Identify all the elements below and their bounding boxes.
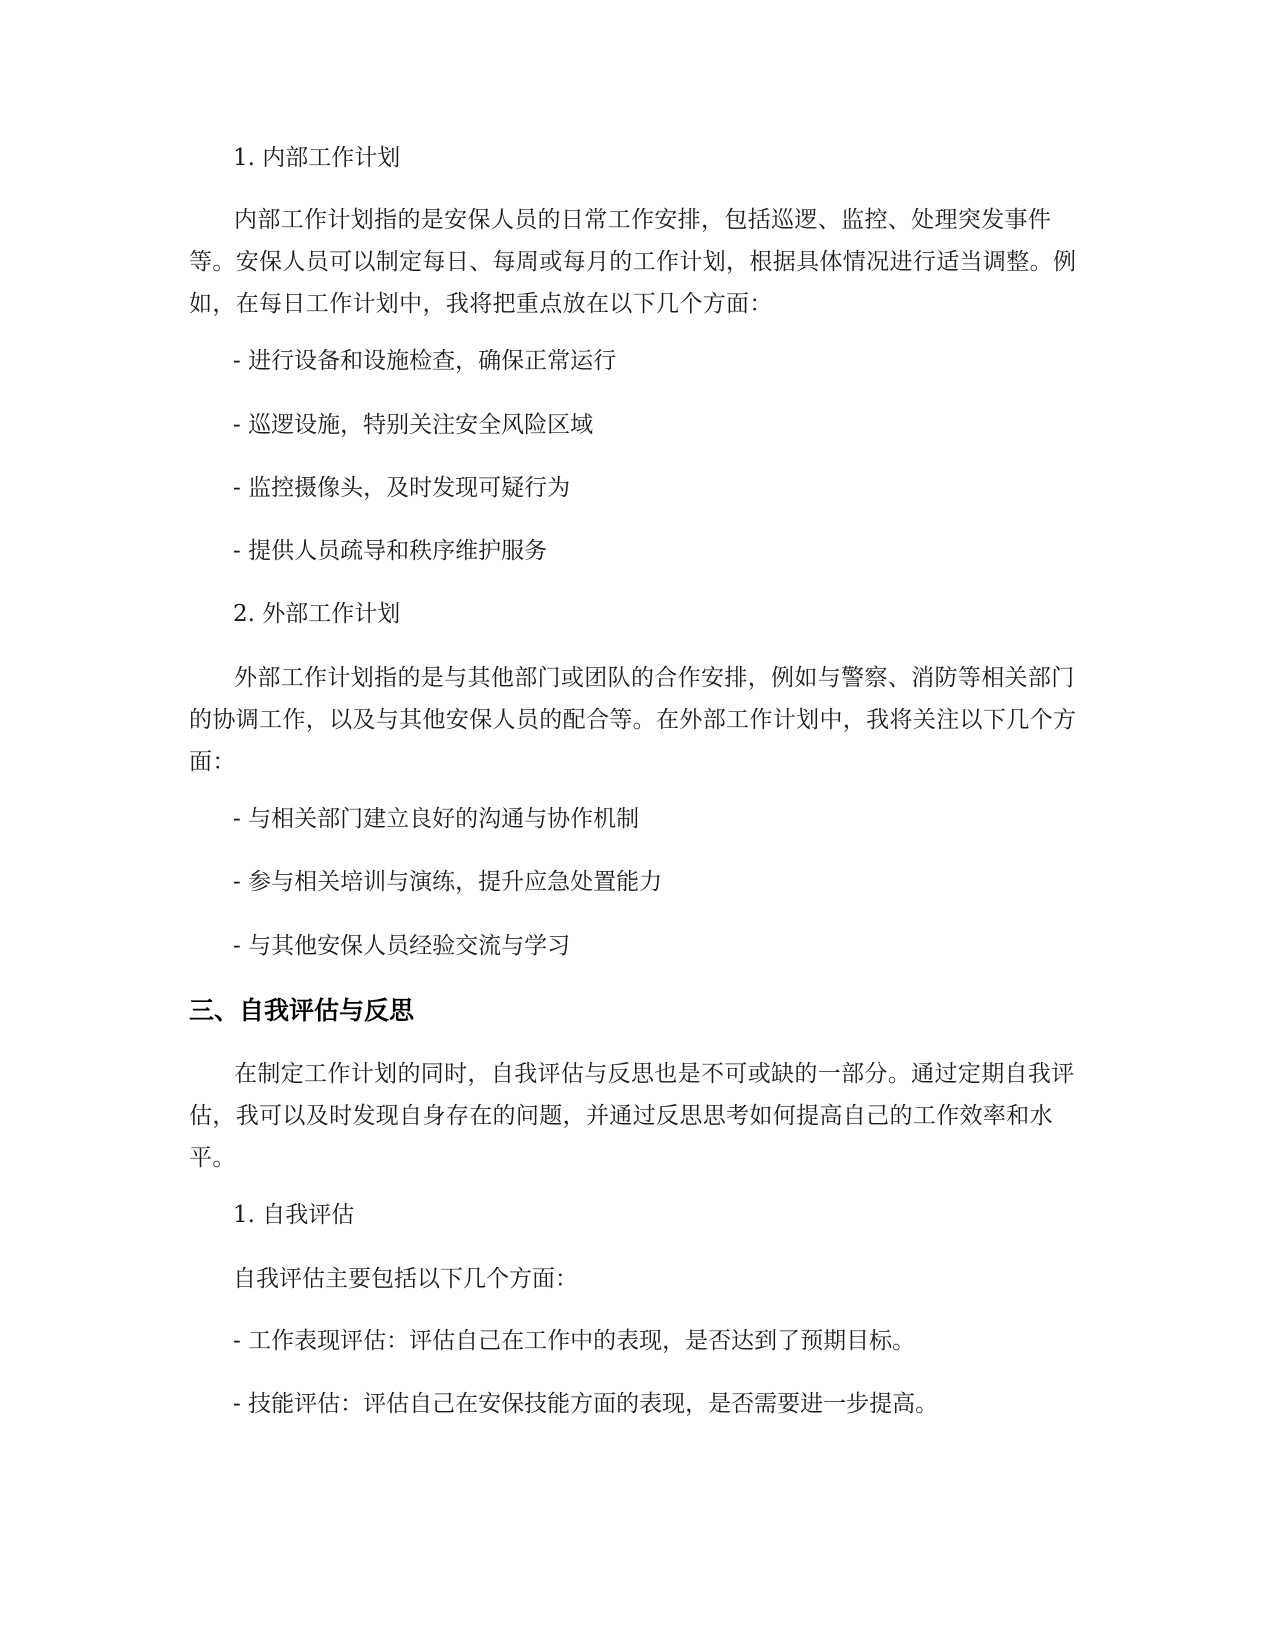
list-item: - 进行设备和设施检查，确保正常运行: [233, 348, 617, 374]
internal-plan-title: 1. 内部工作计划: [233, 145, 401, 171]
internal-plan-paragraph: 内部工作计划指的是安保人员的日常工作安排，包括巡逻、监控、处理突发事件等。安保人员可以制定每日、每周或每月的工作计划，根据具体情况进行适当调整。例如，在每日工作计划中，我将把重点放在以下几个方面：: [189, 207, 1077, 317]
list-item: - 与相关部门建立良好的沟通与协作机制: [233, 806, 640, 832]
list-item: - 与其他安保人员经验交流与学习: [233, 933, 571, 959]
list-item: - 技能评估：评估自己在安保技能方面的表现，是否需要进一步提高。: [233, 1391, 939, 1417]
external-plan-title: 2. 外部工作计划: [233, 601, 401, 627]
list-item: - 参与相关培训与演练，提升应急处置能力: [233, 869, 663, 895]
section-heading: 三、自我评估与反思: [189, 996, 415, 1025]
self-eval-title: 1. 自我评估: [233, 1202, 355, 1228]
self-eval-intro: 自我评估主要包括以下几个方面：: [233, 1266, 578, 1292]
section3-paragraph: 在制定工作计划的同时，自我评估与反思也是不可或缺的一部分。通过定期自我评估，我可以及时发现自身存在的问题，并通过反思思考如何提高自己的工作效率和水平。: [189, 1061, 1075, 1171]
external-plan-paragraph: 外部工作计划指的是与其他部门或团队的合作安排，例如与警察、消防等相关部门的协调工作，以及与其他安保人员的配合等。在外部工作计划中，我将关注以下几个方面：: [189, 665, 1077, 775]
list-item: - 监控摄像头，及时发现可疑行为: [233, 475, 571, 501]
list-item: - 提供人员疏导和秩序维护服务: [233, 538, 548, 564]
list-item: - 巡逻设施，特别关注安全风险区域: [233, 412, 594, 438]
list-item: - 工作表现评估：评估自己在工作中的表现，是否达到了预期目标。: [233, 1328, 916, 1354]
